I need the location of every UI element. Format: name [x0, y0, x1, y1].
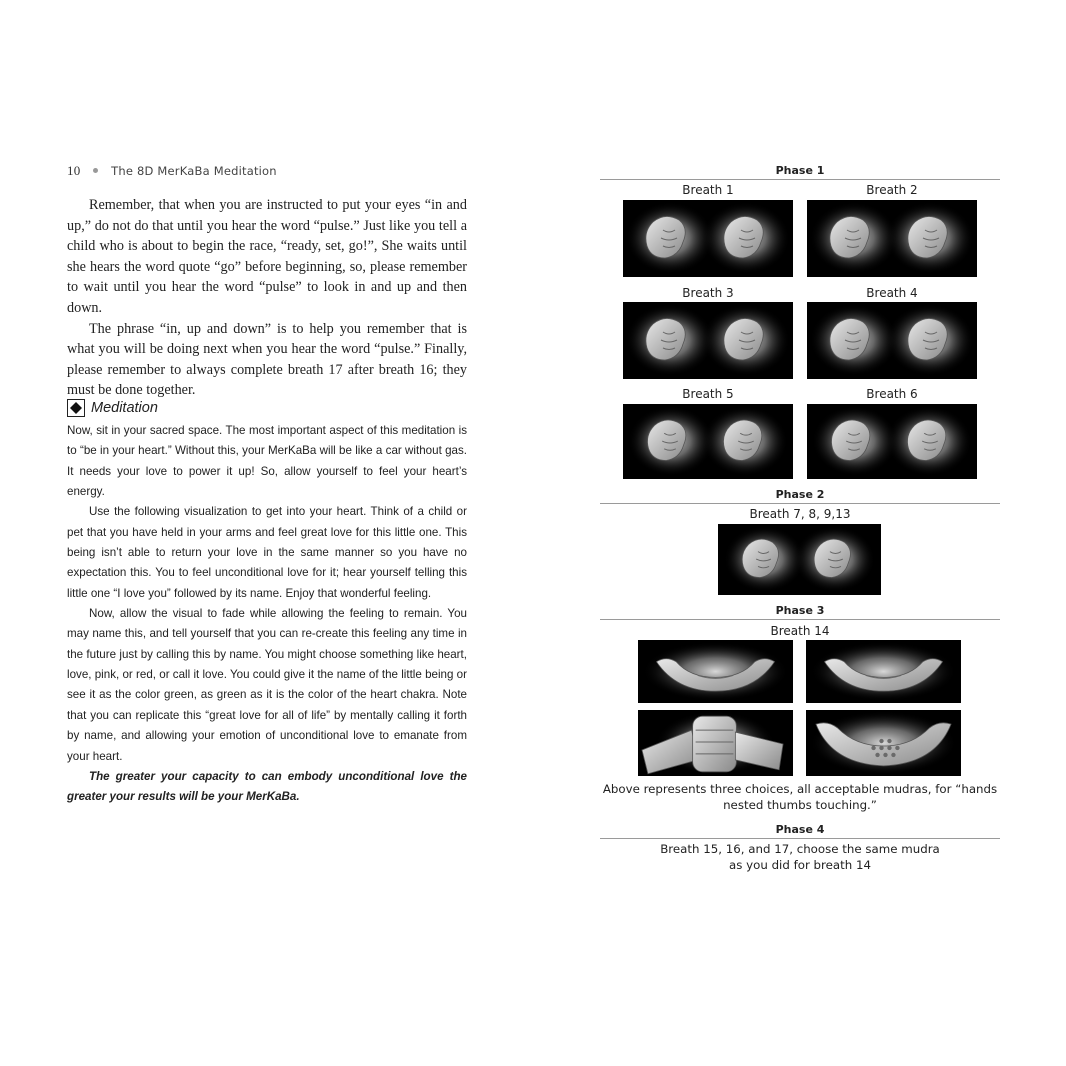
phase1-title: Phase 1 — [775, 164, 825, 177]
breath2-mudra-image — [807, 200, 977, 277]
breath2-label: Breath 2 — [866, 183, 918, 197]
phase2-title: Phase 2 — [775, 488, 825, 501]
phase2-mudra-image — [718, 524, 881, 595]
meditation-text — [67, 421, 467, 808]
meditation-heading — [67, 399, 158, 417]
breath5-label: Breath 5 — [682, 387, 734, 401]
meditation-heading-text: Meditation — [91, 400, 158, 416]
phase3-rule — [600, 619, 1000, 620]
intro-paragraph: Remember, that when you are instructed to put your eyes “in and up,” do not do that until you hear the word “pulse.” Just like you tell a child who is about to begin the race, “ready, set, go!”, She waits until she hears the word quote “go” before beginning, so, please remember to wait until you hear the word “pulse” to look in and up and then down. — [67, 197, 467, 316]
intro-text — [67, 195, 467, 401]
mudra-clasped-fist-image — [638, 710, 793, 776]
meditation-paragraph: Now, sit in your sacred space. The most important aspect of this meditation is to “be in your heart.” Without this, your MerKaBa will be like a car without gas. It needs your love to power it up! So, allow yourself to feel your heart’s energy. — [67, 424, 467, 499]
breath4-label: Breath 4 — [866, 286, 918, 300]
phase1-rule — [600, 179, 1000, 180]
phase2-caption: Breath 7, 8, 9,13 — [749, 507, 851, 521]
breath4-mudra-image — [807, 302, 977, 379]
page-number: 10 — [67, 163, 81, 178]
breath6-mudra-image — [807, 404, 977, 479]
phase3-title: Phase 3 — [775, 604, 825, 617]
phase3-note-line1: Above represents three choices, all acceptable mudras, for “hands — [602, 782, 998, 796]
meditation-paragraph: Use the following visualization to get into your heart. Think of a child or pet that you have held in your arms and feel great love for this little one. This being isn’t able to return your love in the same manner so you have no expectation this. You to feel unconditional love for it; hear yourself telling this little one “I love you” followed by its name. Enjoy that wonderful feeling. — [67, 505, 467, 600]
phase3-note-line2: nested thumbs touching.” — [723, 798, 877, 812]
meditation-paragraph: Now, allow the visual to fade while allowing the feeling to remain. You may name this, and tell yourself that you can re-create this feeling any time in the future just by calling this by name. You might choose something like heart, love, pink, or red, or call it love. You could give it the name of the little being or see it as the color green, as green as it is the color of the heart chakra. Note that you can replicate this “great love for all of life” by mentally calling it forth by name, and allowing your emotion of unconditional love to emanate from your heart. — [67, 607, 467, 763]
running-head — [67, 163, 277, 179]
bullet-separator — [93, 168, 98, 173]
breath3-mudra-image — [623, 302, 793, 379]
running-title: The 8D MerKaBa Meditation — [111, 164, 277, 178]
mudra-cupped-left-image — [638, 640, 793, 703]
breath1-mudra-image — [623, 200, 793, 277]
intro-paragraph: The phrase “in, up and down” is to help you remember that is what you will be doing next when you hear the word “pulse.” Finally, please remember to always complete breath 17 after breath 16; they must be done together. — [67, 320, 467, 399]
phase2-rule — [600, 503, 1000, 504]
breath6-label: Breath 6 — [866, 387, 918, 401]
mudra-nested-hands-image — [806, 710, 961, 776]
phase4-rule — [600, 838, 1000, 839]
mudra-cupped-right-image — [806, 640, 961, 703]
closing-statement: The greater your capacity to can embody unconditional love the greater your results will be your MerKaBa. — [67, 769, 467, 804]
breath5-mudra-image — [623, 404, 793, 479]
phase4-caption — [600, 841, 1000, 873]
phase4-caption-line1: Breath 15, 16, and 17, choose the same mudra — [660, 842, 940, 856]
phase4-caption-line2: as you did for breath 14 — [729, 858, 871, 872]
phase3-caption: Breath 14 — [770, 624, 830, 638]
phase3-note — [600, 781, 1000, 813]
breath3-label: Breath 3 — [682, 286, 734, 300]
breath1-label: Breath 1 — [682, 183, 734, 197]
diamond-box-icon — [67, 399, 85, 417]
phase4-title: Phase 4 — [775, 823, 825, 836]
